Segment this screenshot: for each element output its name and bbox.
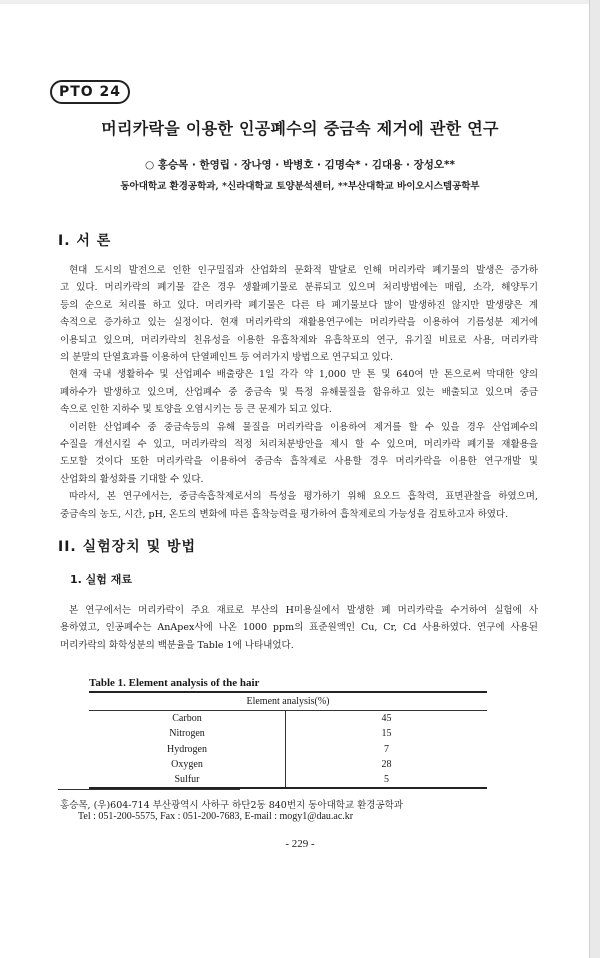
text-line: 수질을 개선시킬 수 있고, 머리카락의 적정 처리처분방안을 제시 할 수 있으며, 머리카락 폐기물 재활용을 (60, 439, 538, 451)
element-percent: 15 (381, 728, 392, 740)
footnote-contact: Tel : 051-200-5575, Fax : 051-200-7683, E-mail : mogy1@dau.ac.kr (78, 811, 354, 822)
element-analysis-table (89, 691, 487, 789)
materials-body (60, 602, 538, 654)
affiliation: 동아대학교 환경공학과, *신라대학교 토양분석센터, **부산대학교 바이오시스템공학부 (120, 181, 480, 192)
element-percent: 45 (381, 713, 392, 725)
text-line: 의 분말의 단열효과를 이용하여 단열페인트 등 여러가지 방법으로 연구되고 있다. (60, 352, 394, 364)
author-list: ○ 홍승목 · 한영립 · 장나영 · 박병호 · 김명숙* · 김대용 · 장성오** (144, 159, 456, 171)
table-row (89, 772, 487, 788)
element-name: Oxygen (89, 757, 286, 772)
element-percent: 5 (286, 772, 488, 788)
table-row (89, 757, 487, 772)
element-name: Sulfur (89, 772, 286, 788)
scan-edge-right (589, 0, 600, 958)
subsection-heading-materials: 1. 실험 재료 (70, 573, 132, 586)
element-percent: 28 (381, 759, 392, 771)
page-number: - 229 - (285, 838, 315, 850)
text-line: 도모할 것이다 또한 머리카락을 이용하여 중금속 흡착제로 사용할 경우 머리카락을 이용한 연구개발 및 (60, 456, 538, 468)
table-row (89, 742, 487, 757)
text-line: 현대 도시의 발전으로 인한 인구밀집과 산업화의 문화적 발달로 인해 머리카락 폐기물의 발생은 증가하 (69, 265, 538, 276)
text-line: 현재 국내 생활하수 및 산업폐수 배출량은 1일 각각 약 1,000 만 톤 및 640여 만 톤으로써 막대한 양의 (69, 369, 538, 381)
text-line: 이러한 산업폐수 중 중금속등의 유해 물질을 머리카락을 이용하여 제거를 할 수 있을 경우 산업폐수의 (69, 421, 538, 433)
text-line: 용하였고, 인공폐수는 AnApex사에 나온 1000 ppm의 표준원액인 Cu, Cr, Cd 사용하였다. 연구에 사용된 (60, 622, 538, 634)
paper-title: 머리카락을 이용한 인공폐수의 중금속 제거에 관한 연구 (101, 119, 499, 138)
element-name: Hydrogen (89, 742, 286, 757)
text-line: 따라서, 본 연구에서는, 중금속흡착제로서의 특성을 평가하기 위해 요오드 흡착력, 표면관찰을 하였으며, (69, 491, 538, 503)
text-line: 폐하수가 발생하고 있으며, 산업폐수 중 중금속 및 특정 유해물질을 함유하고 있는 배출되고 있으며 중금 (60, 386, 538, 398)
element-name: Carbon (89, 711, 286, 727)
text-line: 중금속의 농도, 시간, pH, 온도의 변화에 따른 흡착능력을 평가하여 흡착제로의 가능성을 검토하고자 하였다. (60, 508, 509, 520)
introduction-body (60, 262, 538, 523)
text-line: 머리카락의 화학성분의 백분율을 Table 1에 나타내었다. (60, 639, 294, 651)
text-line: 이용되고 있으며, 머리카락의 친유성을 이용한 유흡착제와 유흡착포의 연구, 유기질 비료로 사용, 머리카락 (60, 334, 538, 346)
table-row (89, 711, 487, 727)
session-badge: PTO 24 (50, 80, 130, 104)
text-line: 속으로 인한 지하수 및 토양을 오염시키는 등 큰 문제가 되고 있다. (60, 404, 332, 416)
element-name: Nitrogen (89, 726, 286, 741)
footnote-rule (58, 789, 240, 790)
text-line: 본 연구에서는 머리카락이 주요 재료로 부산의 H미용실에서 발생한 폐 머리카락을 수거하여 실험에 사 (69, 605, 538, 616)
table-row (89, 726, 487, 741)
table-caption: Table 1. Element analysis of the hair (89, 677, 260, 689)
scan-edge-top (0, 0, 600, 4)
section-heading-methods: II. 실험장치 및 방법 (58, 539, 197, 555)
section-heading-introduction: I. 서 론 (58, 233, 112, 249)
table-header: Element analysis(%) (89, 692, 487, 711)
element-percent: 7 (384, 743, 389, 755)
text-line: 산업화의 활성화를 기대할 수 있다. (60, 473, 204, 485)
text-line: 고 있다. 머리카락의 폐기물 같은 경우 생활폐기물로 분류되고 있으며 처리방법에는 매립, 소각, 해양투기 (60, 282, 538, 294)
footnote-address: 홍승목, (우)604-714 부산광역시 사하구 하단2동 840번지 동아대학교 환경공학과 (60, 800, 404, 811)
text-line: 등의 순으로 처리를 하고 있다. 머리카락 폐기물은 다른 타 폐기물보다 많이 발생하진 않지만 발생량은 계 (60, 299, 538, 311)
text-line: 속적으로 증가하고 있는 실정이다. 현재 머리카락의 재활용연구에는 머리카락을 이용하여 기름성분 제거에 (60, 317, 538, 329)
